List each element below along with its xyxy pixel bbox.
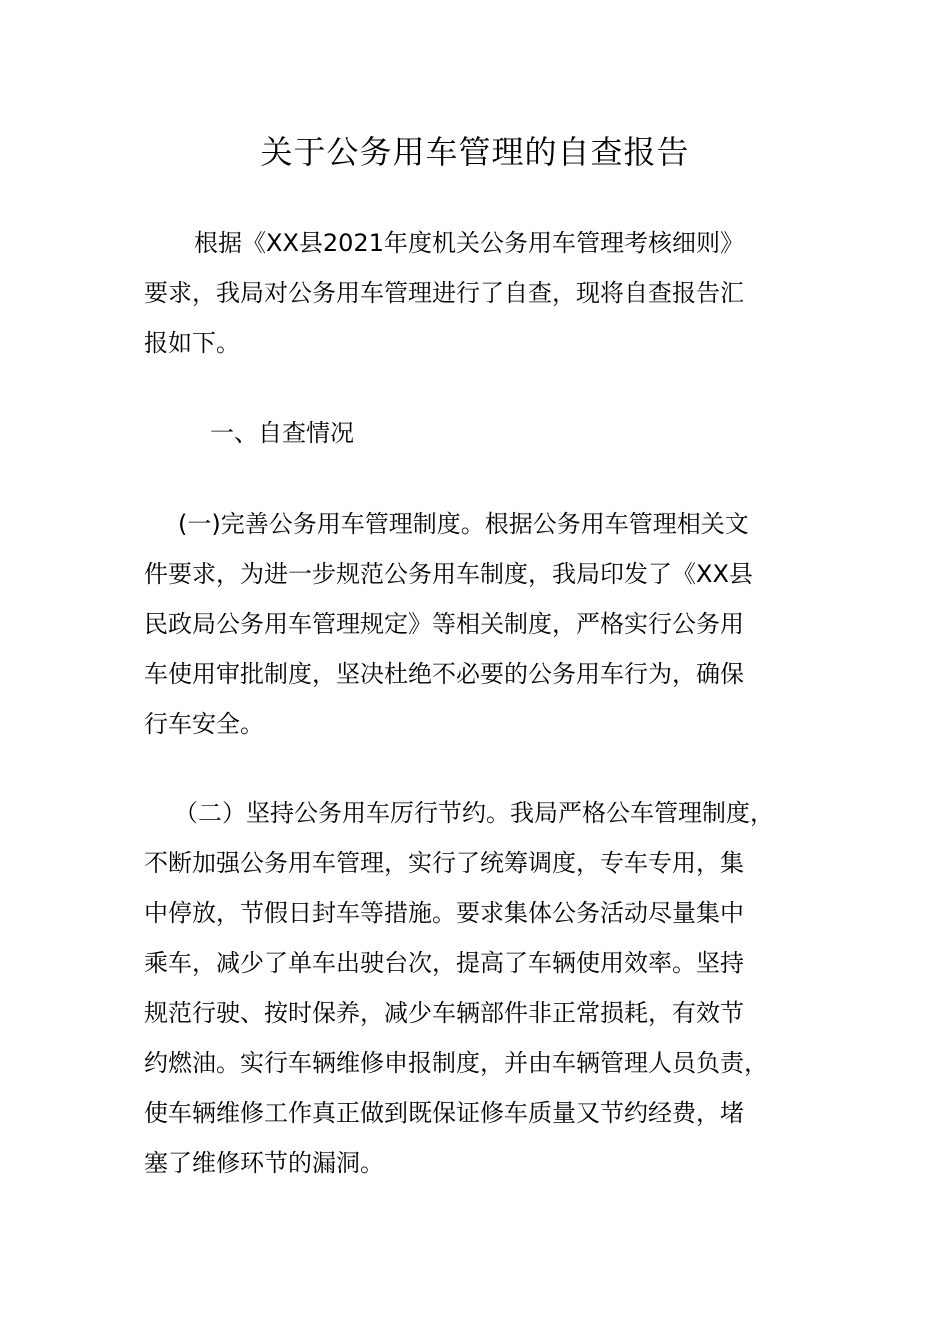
intro-line: 根据《XX县2021年度机关公务用车管理考核细则》 bbox=[194, 229, 744, 257]
item1-line: (一)完善公务用车管理制度。根据公务用车管理相关文 bbox=[178, 510, 749, 538]
item2-line: 规范行驶、按时保养，减少车辆部件非正常损耗，有效节 bbox=[144, 999, 744, 1027]
item1-paragraph bbox=[144, 499, 824, 749]
document-title: 关于公务用车管理的自查报告 bbox=[260, 133, 690, 171]
item2-line: 约燃油。实行车辆维修申报制度，并由车辆管理人员负责， bbox=[144, 1049, 768, 1077]
item2-line: 使车辆维修工作真正做到既保证修车质量又节约经费，堵 bbox=[144, 1099, 744, 1127]
item2-line: 乘车，减少了单车出驶台次，提高了车辆使用效率。坚持 bbox=[144, 949, 744, 977]
item1-line: 车使用审批制度，坚决杜绝不必要的公务用车行为，确保 bbox=[144, 660, 744, 688]
section1-heading-block bbox=[144, 408, 824, 458]
intro-paragraph bbox=[144, 218, 824, 368]
item1-line: 民政局公务用车管理规定》等相关制度，严格实行公务用 bbox=[144, 610, 744, 638]
item2-line: （二）坚持公务用车厉行节约。我局严格公车管理制度， bbox=[174, 799, 774, 827]
item1-line: 行车安全。 bbox=[144, 710, 264, 738]
section1-heading: 一、自查情况 bbox=[210, 419, 354, 447]
item2-line: 塞了维修环节的漏洞。 bbox=[144, 1149, 384, 1177]
intro-line: 要求，我局对公务用车管理进行了自查，现将自查报告汇 bbox=[144, 279, 744, 307]
item2-paragraph bbox=[144, 788, 824, 1188]
intro-line: 报如下。 bbox=[144, 329, 240, 357]
item2-line: 中停放，节假日封车等措施。要求集体公务活动尽量集中 bbox=[144, 899, 744, 927]
item1-line: 件要求，为进一步规范公务用车制度，我局印发了《XX县 bbox=[144, 560, 753, 588]
item2-line: 不断加强公务用车管理，实行了统筹调度，专车专用，集 bbox=[144, 849, 744, 877]
